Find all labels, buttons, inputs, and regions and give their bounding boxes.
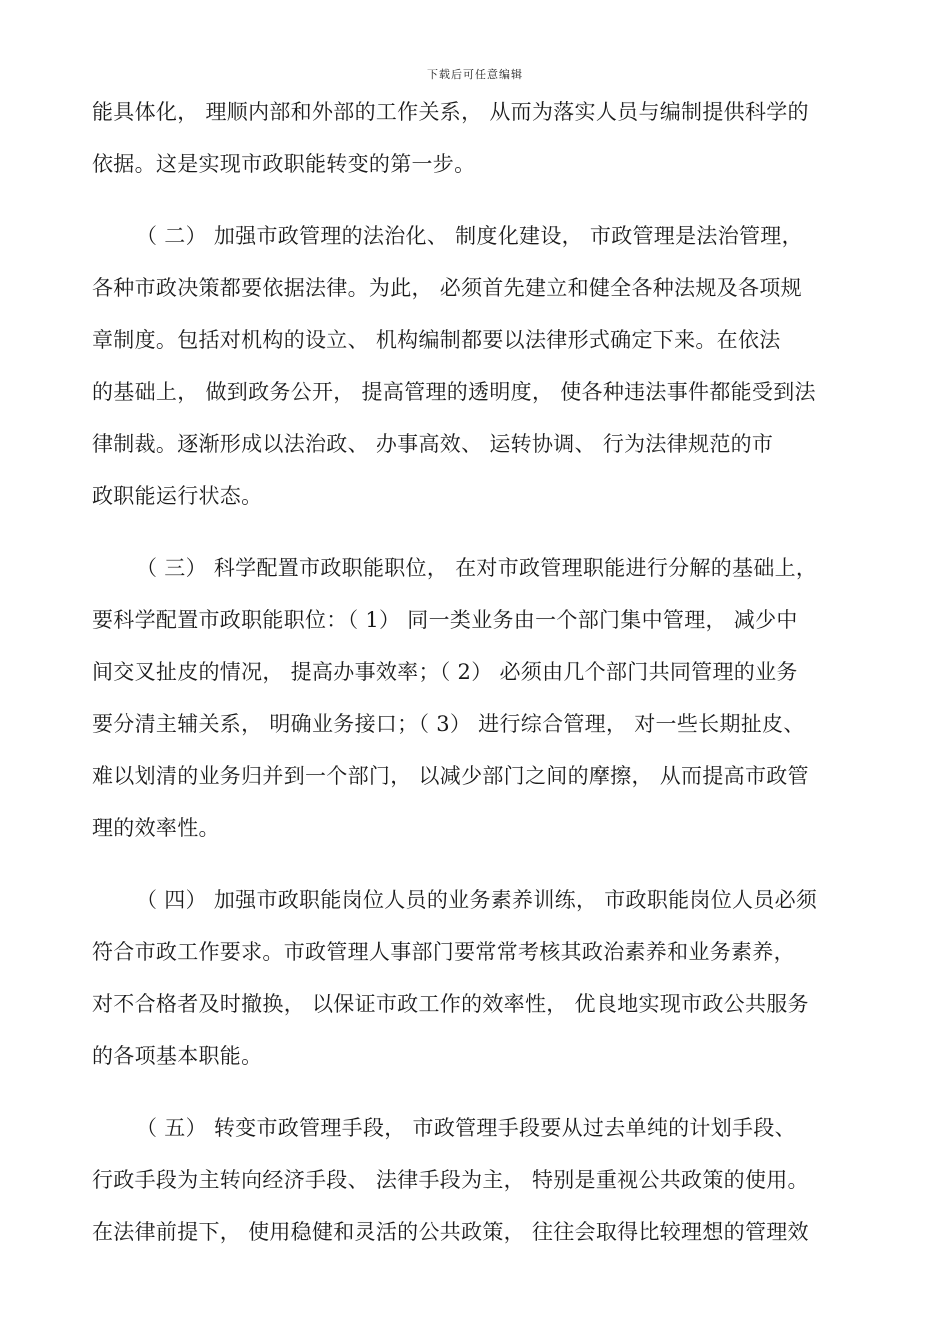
paragraph-line: 要分清主辅关系， 明确业务接口；（ 3） 进行综合管理， 对一些长期扯皮、 xyxy=(92,712,805,736)
paragraph-line: 行政手段为主转向经济手段、 法律手段为主， 特别是重视公共政策的使用。 xyxy=(92,1168,809,1192)
paragraph-line: 各种市政决策都要依据法律。为此， 必须首先建立和健全各种法规及各项规 xyxy=(92,276,802,300)
paragraph-line: 理的效率性。 xyxy=(92,816,220,840)
page-header: 下载后可任意编辑 xyxy=(427,68,523,81)
paragraph-line: 政职能运行状态。 xyxy=(92,484,263,508)
paragraph-line: 对不合格者及时撤换， 以保证市政工作的效率性， 优良地实现市政公共服务 xyxy=(92,992,809,1016)
paragraph-line: 章制度。包括对机构的设立、 机构编制都要以法律形式确定下来。在依法 xyxy=(92,328,781,352)
paragraph-line: 在法律前提下， 使用稳健和灵活的公共政策， 往往会取得比较理想的管理效 xyxy=(92,1220,809,1244)
paragraph-line: 的基础上， 做到政务公开， 提高管理的透明度， 使各种违法事件都能受到法 xyxy=(92,380,816,404)
paragraph-line: 律制裁。逐渐形成以法治政、 办事高效、 运转协调、 行为法律规范的市 xyxy=(92,432,774,456)
paragraph-line: 难以划清的业务归并到一个部门， 以减少部门之间的摩擦， 从而提高市政管 xyxy=(92,764,809,788)
paragraph-line: （ 二） 加强市政管理的法治化、 制度化建设， 市政管理是法治管理， xyxy=(136,224,803,248)
paragraph-line: 的各项基本职能。 xyxy=(92,1044,263,1068)
paragraph-line: （ 四） 加强市政职能岗位人员的业务素养训练， 市政职能岗位人员必须 xyxy=(136,888,818,912)
paragraph-line: 能具体化， 理顺内部和外部的工作关系， 从而为落实人员与编制提供科学的 xyxy=(92,100,809,124)
paragraph-line: 依据。这是实现市政职能转变的第一步。 xyxy=(92,152,476,176)
paragraph-line: 要科学配置市政职能职位：（ 1） 同一类业务由一个部门集中管理， 减少中 xyxy=(92,608,798,632)
paragraph-line: 符合市政工作要求。市政管理人事部门要常常考核其政治素养和业务素养， xyxy=(92,940,795,964)
paragraph-line: 间交叉扯皮的情况， 提高办事效率；（ 2） 必须由几个部门共同管理的业务 xyxy=(92,660,798,684)
paragraph-line: （ 三） 科学配置市政职能职位， 在对市政管理职能进行分解的基础上， xyxy=(136,556,818,580)
paragraph-line: （ 五） 转变市政管理手段， 市政管理手段要从过去单纯的计划手段、 xyxy=(136,1116,796,1140)
